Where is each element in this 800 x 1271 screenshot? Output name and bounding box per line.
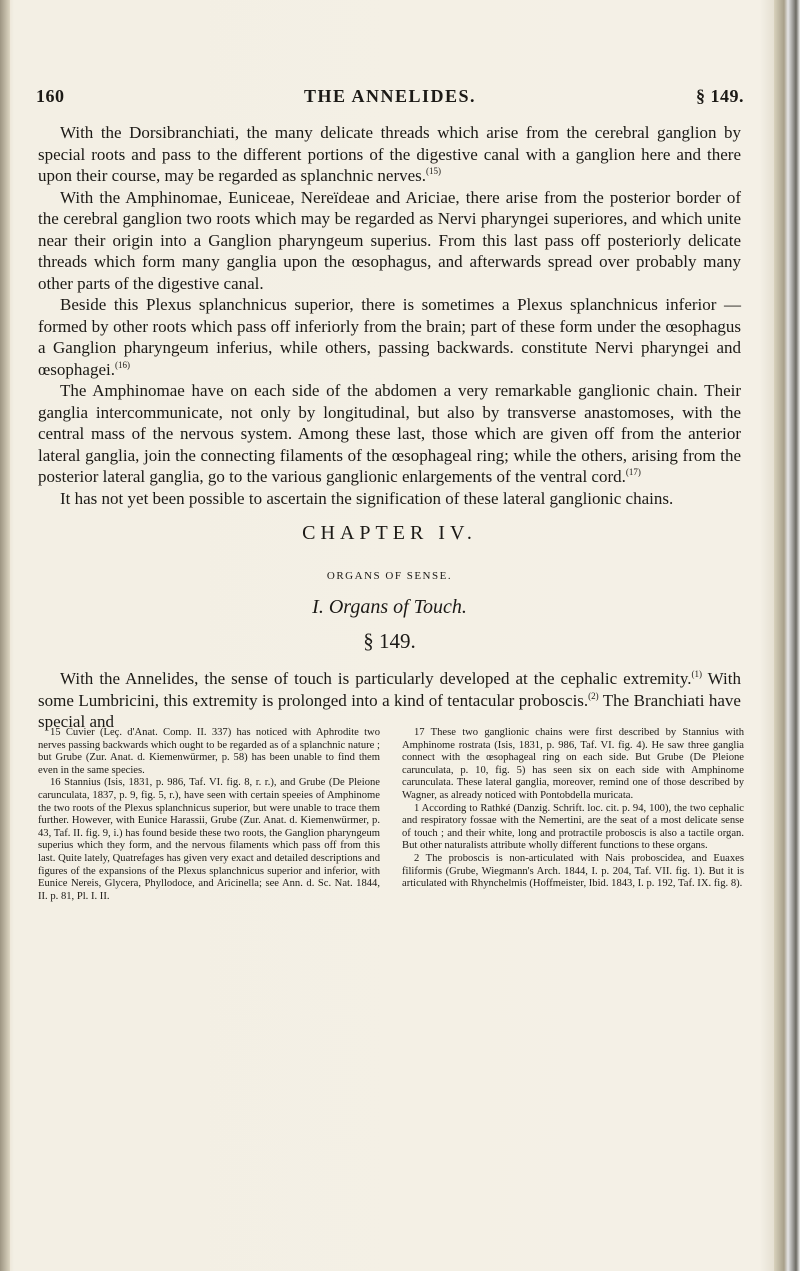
- paragraph: The Amphinomae have on each side of the abdomen a very remarkable ganglionic chain. Their ganglia intercommunicate, not only by longitudinal, but also by transverse anastomoses, with the central mass of the nervous system. Among these last, those which are given off from the anterior lateral ganglia, join the connecting filaments of the œsophageal ring; while the others, arising from the posterior lateral ganglia, go to the various ganglionic enlargements of the ventral cord.$^{(17)}$: [38, 381, 741, 486]
- paragraph: Beside this Plexus splanchnicus superior, there is sometimes a Plexus splanchnicus inferior — formed by other roots which pass off inferiorly from the brain; part of these form under the œsophagus a Ganglion pharyngeum inferius, while others, passing backwards. constitute Nervi pharyngei and œsophagei.$^{(16)}$: [38, 295, 741, 379]
- running-head: [36, 86, 744, 112]
- paragraph: With the Annelides, the sense of touch is particularly developed at the cephalic extremity.$^{(1)}$ With some Lumbricini, this extremity is prolonged into a kind of tentacular proboscis.$^{(2)}$ The Branchiati have special and: [38, 669, 741, 731]
- page-number: 160: [36, 86, 65, 106]
- footnote-ref: (2): [588, 690, 599, 701]
- footnote-ref: (17): [625, 467, 641, 477]
- section-title: I. Organs of Touch.: [312, 596, 467, 618]
- footnotes-right-column: [402, 727, 744, 891]
- paragraph: With the Amphinomae, Euniceae, Nereïdeae and Ariciae, there arise from the posterior border of the cerebral ganglion two roots which may be regarded as Nervi pharyngei superiores, and which unite near their origin into a Ganglion pharyngeum superius. From this last pass off posteriorly delicate threads which form many ganglia upon the œsophagus, and afterwards spread over probably many other parts of the digestive canal.: [38, 187, 741, 293]
- footnote: 17 These two ganglionic chains were first described by Stannius with Amphinome rostrata (Isis, 1831, p. 986, Taf. VI. fig. 4). He saw three ganglia connect with the œsophageal ring on each side. But Grube (De Pleione carunculata, p. 10, fig. 5) has seen six on each side with Amphinome carunculata. These lateral ganglia, moreover, remind one of those described by Wagner, as already noticed with Pontobdella muricata.: [402, 727, 744, 801]
- paragraph: With the Dorsibranchiati, the many delicate threads which arise from the cerebral ganglion by special roots and pass to the different portions of the digestive canal with a ganglion here and there upon their course, may be regarded as splanchnic nerves.$^{(15)}$: [38, 123, 741, 185]
- footnote: 1 According to Rathké (Danzig. Schrift. loc. cit. p. 94, 100), the two cephalic and respiratory fossae with the Nemertini, are the seat of a most delicate sense of touch ; and their white, long and protractile proboscis is also a tactile organ. But other naturalists attribute wholly different functions to these organs.: [402, 802, 744, 852]
- footnote-ref: (16): [114, 359, 130, 370]
- paragraph: It has not yet been possible to ascertain the signification of these lateral ganglionic chains.: [60, 488, 674, 508]
- page-gutter-shadow: [0, 0, 10, 1271]
- body-text-top: [38, 122, 741, 509]
- footnote-ref: (1): [691, 669, 702, 679]
- footnotes-left-column: [38, 727, 380, 903]
- footnote: 2 The proboscis is non-articulated with Nais proboscidea, and Euaxes filiformis (Grube, Wiegmann's Arch. 1844, I. p. 204, Taf. VII. fig. 1). But it is articulated with Rhynchelmis (Hoffmeister, Ibid. 1843, I. p. 192, Taf. IX. fig. 8).: [402, 852, 744, 890]
- book-spine-edge: [774, 0, 800, 1271]
- running-title: THE ANNELIDES.: [303, 86, 477, 106]
- chapter-subheading: ORGANS OF SENSE.: [326, 570, 453, 582]
- footnote-ref: (15): [426, 166, 442, 176]
- footnote: 16 Stannius (Isis, 1831, p. 986, Taf. VI. fig. 8, r. r.), and Grube (De Pleione carunculata, 1837, p. 9, fig. 5, r.), have seen with certain speeies of Amphinome the two roots of the Plexus splanchnicus superior, but were unable to trace them further. However, with Eunice Harassii, Grube (Zur. Anat. d. Kiemenwürmer, p. 43, Taf. II. fig. 9, i.) has found beside these two roots, the Ganglion pharyngeum superius which they form, and the nervous filaments which pass off from this last. Quite lately, Quatrefages has given very exact and detailed descriptions and figures of the expansions of the Plexus splanchnicus superior and inferior, with Eunice Nereis, Glycera, Phyllodoce, and Aricinella; see Ann. d. Sc. Nat. 1844, II. p. 81, Pl. I. II.: [38, 777, 380, 902]
- footnote: 15 Cuvier (Leç. d'Anat. Comp. II. 337) has noticed with Aphrodite two nerves passing backwards which ought to be regarded as of a splanchnic nature ; but Grube (Zur. Anat. d. Kiemenwürmer, p. 58) has been unable to find them even in the same species.: [38, 727, 380, 776]
- chapter-heading: CHAPTER IV.: [302, 522, 477, 544]
- section-number: § 149.: [363, 629, 416, 653]
- running-section: § 149.: [696, 86, 744, 106]
- body-text-bottom: [38, 668, 741, 733]
